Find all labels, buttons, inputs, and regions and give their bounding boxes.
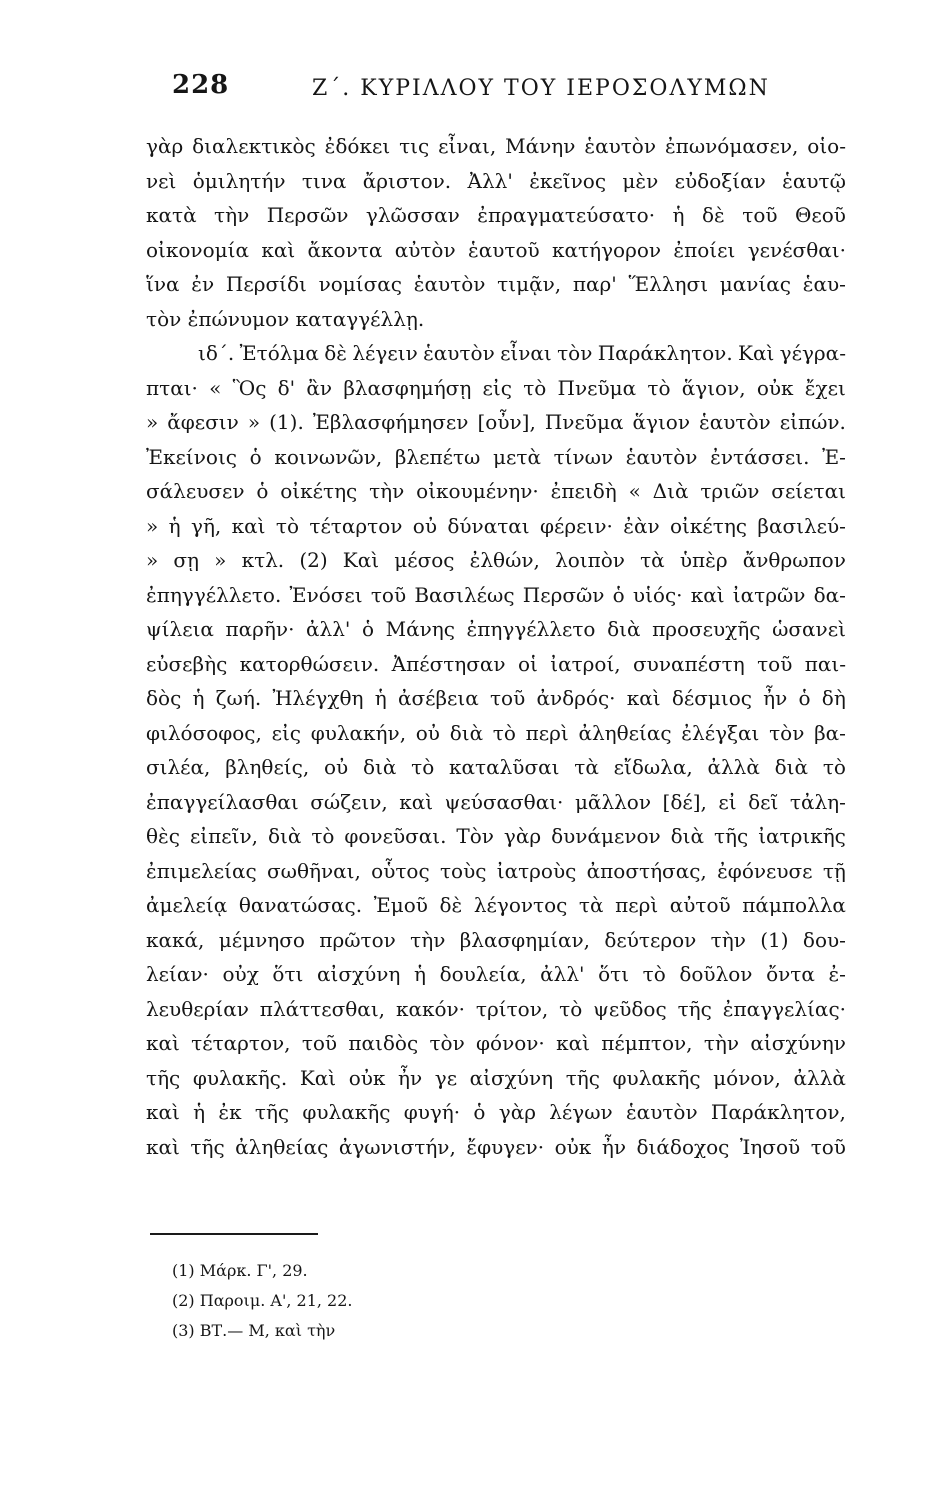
text-line: οἰκονομία καὶ ἄκοντα αὐτὸν ἑαυτοῦ κατήγορον ἐποίει γενέσθαι· [146,237,846,262]
text-line: εὐσεβὴς κατορθώσειν. Ἀπέστησαν οἱ ἰατροί, συναπέστη τοῦ παι- [146,651,846,676]
page-number: 228 [172,70,230,100]
text-line: » ἄφεσιν » (1). Ἐβλασφήμησεν [οὖν], Πνεῦμα ἅγιον ἑαυτὸν εἰπών. [146,410,846,434]
text-line: πται· « Ὃς δ' ἂν βλασφημήσῃ εἰς τὸ Πνεῦμα τὸ ἅγιον, οὐκ ἔχει [146,375,846,400]
text-line: καὶ τῆς ἀληθείας ἀγωνιστήν, ἔφυγεν· οὐκ ἦν διάδοχος Ἰησοῦ τοῦ [146,1134,846,1159]
text-line: τὸν ἐπώνυμον καταγγέλλῃ. [146,306,425,331]
text-line: Ἐκείνοις ὁ κοινωνῶν, βλεπέτω μετὰ τίνων ἑαυτὸν ἐντάσσει. Ἐ- [146,444,846,469]
text-line: κατὰ τὴν Περσῶν γλῶσσαν ἐπραγματεύσατο· ἡ δὲ τοῦ Θεοῦ [146,203,846,227]
footnote-divider [150,1233,318,1235]
text-line: τῆς φυλακῆς. Καὶ οὐκ ἦν γε αἰσχύνη τῆς φυλακῆς μόνον, ἀλλὰ [146,1065,846,1090]
text-line: ἀμελείᾳ θανατώσας. Ἐμοῦ δὲ λέγοντος τὰ περὶ αὐτοῦ πάμπολλα [146,893,846,917]
text-line: ἐπιμελείας σωθῆναι, οὗτος τοὺς ἰατροὺς ἀποστήσας, ἐφόνευσε τῇ [146,858,846,883]
running-title: Ζ΄. ΚΥΡΙΛΛΟΥ ΤΟΥ ΙΕΡΟΣΟΛΥΜΩΝ [312,76,770,101]
text-line: νεὶ ὁμιλητήν τινα ἄριστον. Ἀλλ' ἐκεῖνος μὲν εὐδοξίαν ἑαυτῷ [146,168,846,193]
footnotes [172,1256,572,1346]
text-line: λείαν· οὐχ ὅτι αἰσχύνη ἡ δουλεία, ἀλλ' ὅτι τὸ δοῦλον ὄντα ἐ- [146,962,846,986]
text-line: καὶ ἡ ἐκ τῆς φυλακῆς φυγή· ὁ γὰρ λέγων ἑαυτὸν Παράκλητον, [146,1100,846,1124]
text-line: δὸς ἡ ζωή. Ἠλέγχθη ἡ ἀσέβεια τοῦ ἀνδρός· καὶ δέσμιος ἦν ὁ δὴ [146,686,846,710]
text-line: ἐπηγγέλλετο. Ἐνόσει τοῦ Βασιλέως Περσῶν ὁ υἱός· καὶ ἰατρῶν δα- [146,582,846,607]
text-line: θὲς εἰπεῖν, διὰ τὸ φονεῦσαι. Τὸν γὰρ δυνάμενον διὰ τῆς ἰατρικῆς [146,824,846,848]
text-line: κακά, μέμνησο πρῶτον τὴν βλασφημίαν, δεύτερον τὴν (1) δου- [146,927,846,952]
page-header [172,70,844,110]
text-line: ἵνα ἐν Περσίδι νομίσας ἑαυτὸν τιμᾷν, παρ' Ἕλλησι μανίας ἑαυ- [146,272,846,296]
main-text [146,129,846,1164]
footnote: (1) Μάρκ. Γ', 29. [172,1261,308,1280]
text-line: » σῃ » κτλ. (2) Καὶ μέσος ἐλθών, λοιπὸν τὰ ὑπὲρ ἄνθρωπον [146,548,846,572]
text-line: γὰρ διαλεκτικὸς ἐδόκει τις εἶναι, Μάνην ἑαυτὸν ἐπωνόμασεν, οἱο- [146,134,846,158]
text-line: ψίλεια παρῆν· ἀλλ' ὁ Μάνης ἐπηγγέλλετο διὰ προσευχῆς ὡσανεὶ [146,617,846,641]
text-line: καὶ τέταρτον, τοῦ παιδὸς τὸν φόνον· καὶ πέμπτον, τὴν αἰσχύνην [146,1031,846,1055]
footnote: (2) Παροιμ. Α', 21, 22. [172,1291,353,1310]
footnote: (3) ΒΤ.— Μ, καὶ τὴν [172,1321,336,1340]
text-line: » ἡ γῆ, καὶ τὸ τέταρτον οὐ δύναται φέρειν· ἐὰν οἰκέτης βασιλεύ- [146,513,846,538]
text-line: σάλευσεν ὁ οἰκέτης τὴν οἰκουμένην· ἐπειδὴ « Διὰ τριῶν σείεται [146,479,846,503]
text-line: ἐπαγγείλασθαι σώζειν, καὶ ψεύσασθαι· μᾶλλον [δέ], εἰ δεῖ τἀλη- [146,789,846,814]
text-line: σιλέα, βληθείς, οὐ διὰ τὸ καταλῦσαι τὰ εἴδωλα, ἀλλὰ διὰ τὸ [146,755,846,779]
text-line: λευθερίαν πλάττεσθαι, κακόν· τρίτον, τὸ ψεῦδος τῆς ἐπαγγελίας· [146,996,846,1021]
text-line: ιδ΄. Ἐτόλμα δὲ λέγειν ἑαυτὸν εἶναι τὸν Παράκλητον. Καὶ γέγρα- [198,341,846,365]
text-line: φιλόσοφος, εἰς φυλακήν, οὐ διὰ τὸ περὶ ἀληθείας ἐλέγξαι τὸν βα- [146,720,846,745]
